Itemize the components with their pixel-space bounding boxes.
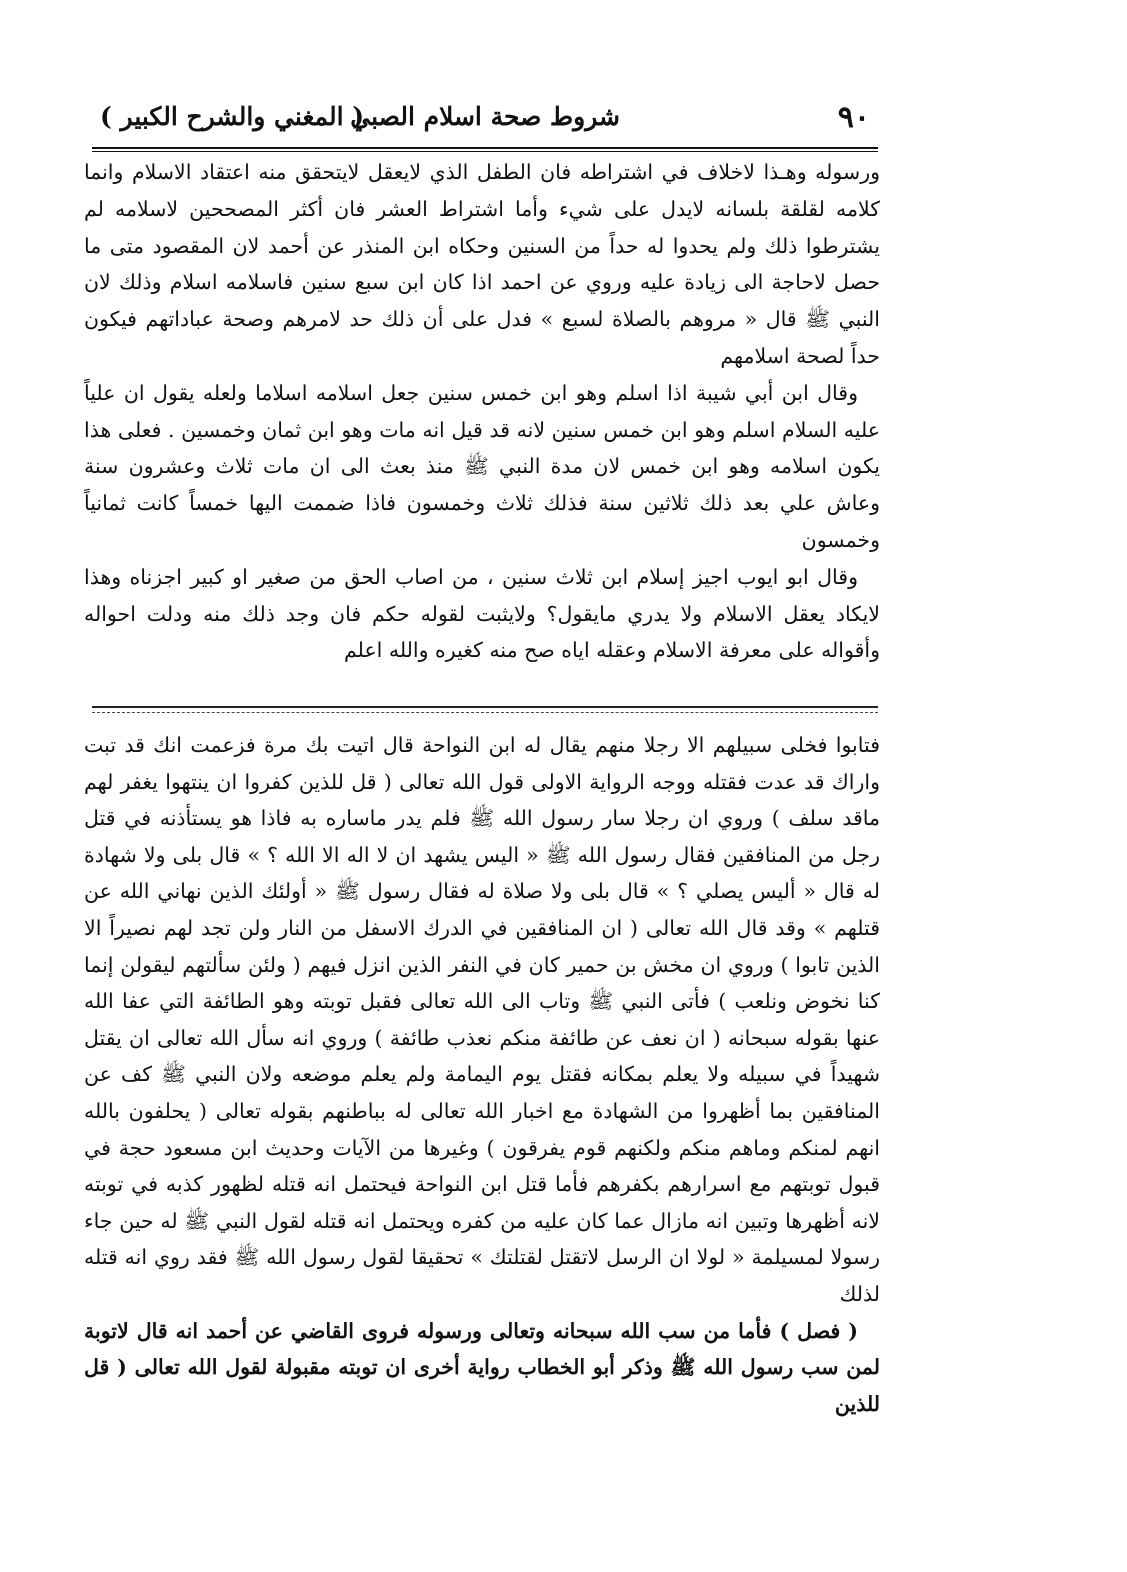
- page-header: [92, 98, 878, 146]
- commentary-paragraph: فتابوا فخلى سبيلهم الا رجلا منهم يقال له ابن النواحة قال اتيت بك مرة فزعمت انك قد تبت واراك قد عدت فقتله ووجه الرواية الاولى قول الله تعالى ( قل للذين كفروا ان ينتهوا يغفر لهم ماقد سلف ) وروي ان رجلا سار رسول الله ﷺ فلم يدر ماساره به فاذا هو يستأذنه في قتل رجل من المنافقين فقال رسول الله ﷺ « اليس يشهد ان لا اله الا الله ؟ » قال بلى ولا شهادة له قال « أليس يصلي ؟ » قال بلى ولا صلاة له فقال رسول ﷺ « أولئك الذين نهاني الله عن قتلهم » وقد قال الله تعالى ( ان المنافقين في الدرك الاسفل من النار ولن تجد لهم نصيراً الا الذين تابوا ) وروي ان مخش بن حمير كان في النفر الذين انزل فيهم ( ولئن سألتهم ليقولن إنما كنا نخوض ونلعب ) فأتى النبي ﷺ وتاب الى الله تعالى فقبل توبته وهو الطائفة التي عفا الله عنها بقوله سبحانه ( ان نعف عن طائفة منكم نعذب طائفة ) وروي انه سأل الله تعالى ان يقتل شهيداً في سبيله ولا يعلم بمكانه فقتل يوم اليمامة ولم يعلم موضعه ولان النبي ﷺ كف عن المنافقين بما أظهروا من الشهادة مع اخبار الله تعالى له بباطنهم بقوله تعالى ( يحلفون بالله انهم لمنكم وماهم منكم ولكنهم قوم يفرقون ) وغيرها من الآيات وحديث ابن مسعود حجة في قبول توبتهم مع اسرارهم بكفرهم فأما قتل ابن النواحة فيحتمل انه قتله لظهور كذبه في توبته لانه أظهرها وتبين انه مازال عما كان عليه من كفره ويحتمل انه قتله لقول النبي ﷺ له حين جاء رسولا لمسيلمة « لولا ان الرسل لاتقتل لقتلتك » تحقيقا لقول رسول الله ﷺ فقد روي انه قتله لذلك: [84, 733, 880, 1306]
- commentary-text: [84, 727, 880, 1422]
- main-paragraph: وقال ابن أبي شيبة اذا اسلم وهو ابن خمس سنين جعل اسلامه اسلاما ولعله يقول ان علياً عليه السلام اسلم وهو ابن خمس سنين لانه قد قيل انه مات وهو ابن ثمان وخمسين . فعلى هذا يكون اسلامه وهو ابن خمس لان مدة النبي ﷺ منذ بعث الى ان مات ثلاث وعشرون سنة وعاش علي بعد ذلك ثلاثين سنة فذلك ثلاث وخمسون فاذا ضممت اليها خمساً كانت ثمانياً وخمسون: [84, 380, 880, 552]
- section-divider: [92, 706, 878, 716]
- main-paragraph: ورسوله وهـذا لاخلاف في اشتراطه فان الطفل الذي لايعقل لايتحقق منه اعتقاد الاسلام وانما كلامه لقلقة بلسانه لايدل على شيء وأما اشتراط العشر فان أكثر المصححين لاسلامه لم يشترطوا ذلك ولم يحدوا له حداً من السنين وحكاه ابن المنذر عن أحمد لان المقصود متى ما حصل لاحاجة الى زيادة عليه وروي عن احمد اذا كان ابن سبع سنين فاسلامه اسلام وذلك لان النبي ﷺ قال « مروهم بالصلاة لسبع » فدل على أن ذلك حد لامرهم وصحة عباداتهم فيكون حداً لصحة اسلامهم: [84, 160, 880, 368]
- book-title: ( المغني والشرح الكبير ): [100, 102, 365, 131]
- fasl-paragraph: ( فصل ) فأما من سب الله سبحانه وتعالى ورسوله فروى القاضي عن أحمد انه قال لاتوبة لمن سب رسول الله ﷺ وذكر أبو الخطاب رواية أخرى ان توبته مقبولة لقول الله تعالى ( قل للذين: [84, 1318, 880, 1416]
- page-number: ٩٠: [837, 100, 870, 135]
- divider-line: [92, 712, 878, 713]
- divider-line: [92, 706, 878, 708]
- main-text: [84, 154, 880, 669]
- header-rule: [92, 147, 878, 152]
- running-title: شروط صحة اسلام الصبي: [350, 102, 620, 131]
- main-paragraph: وقال ابو ايوب اجيز إسلام ابن ثلاث سنين ، من اصاب الحق من صغير او كبير اجزناه وهذا لايكاد يعقل الاسلام ولا يدري مايقول؟ ولايثبت لقوله حكم فان وجد ذلك منه ودلت احواله وأقواله على معرفة الاسلام وعقله اياه صح منه كغيره والله اعلم: [84, 564, 880, 663]
